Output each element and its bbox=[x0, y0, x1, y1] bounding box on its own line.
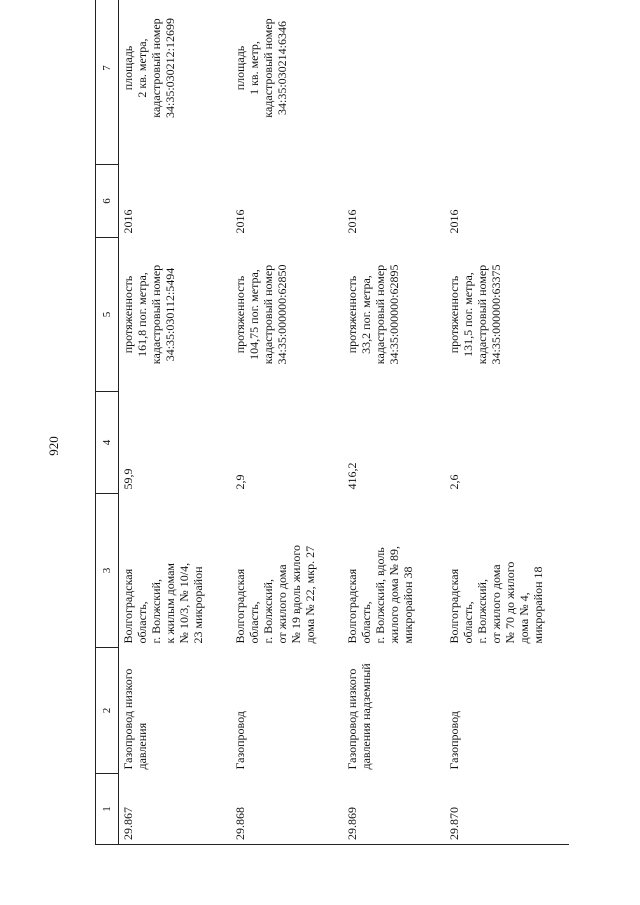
object-name: Газопровод bbox=[233, 711, 247, 770]
extra-line: площадь bbox=[121, 45, 135, 91]
address-line: от жилого дома bbox=[275, 564, 289, 644]
object-length bbox=[119, 238, 232, 392]
table-row bbox=[119, 0, 232, 845]
length-line: протяженность bbox=[345, 275, 359, 354]
extra-line: 34:35:030212:12699 bbox=[163, 18, 177, 119]
object-extra bbox=[445, 0, 569, 165]
row-number: 29.868 bbox=[231, 774, 343, 845]
rotated-table-container bbox=[95, 18, 615, 845]
address-line: область, bbox=[461, 601, 475, 644]
table-row bbox=[343, 0, 445, 845]
address-line: Волгоградская bbox=[447, 568, 461, 644]
length-line: кадастровый номер bbox=[373, 264, 387, 365]
object-year: 2016 bbox=[121, 209, 135, 234]
address-line: Волгоградская bbox=[233, 568, 247, 644]
address-line: от жилого дома bbox=[489, 564, 503, 644]
object-address bbox=[445, 494, 569, 648]
address-line: жилого дома № 89, bbox=[387, 546, 401, 644]
address-line: область, bbox=[135, 601, 149, 644]
address-line: к жилым домам bbox=[163, 563, 177, 644]
row-number: 29.869 bbox=[343, 774, 445, 845]
column-header-3: 3 bbox=[96, 494, 119, 648]
address-line: дома № 4, bbox=[517, 592, 531, 644]
object-address bbox=[231, 494, 343, 648]
extra-line: кадастровый номер bbox=[149, 18, 163, 118]
column-header-6: 6 bbox=[96, 165, 119, 238]
length-line: 104,75 пог. метра, bbox=[247, 269, 261, 360]
object-extra bbox=[119, 0, 232, 165]
object-value: 2,9 bbox=[233, 474, 247, 490]
address-line: Волгоградская bbox=[345, 568, 359, 644]
length-line: протяженность bbox=[121, 275, 135, 354]
object-name: Газопровод низкого давления bbox=[121, 668, 149, 770]
column-header-4: 4 bbox=[96, 392, 119, 494]
length-line: 34:35:000000:62895 bbox=[387, 264, 401, 365]
object-length bbox=[343, 238, 445, 392]
extra-line: 1 кв. метр, bbox=[247, 41, 261, 95]
table-row bbox=[445, 0, 569, 845]
object-value: 59,9 bbox=[121, 468, 135, 490]
object-length bbox=[445, 238, 569, 392]
address-line: Волгоградская bbox=[121, 568, 135, 644]
length-line: 34:35:030112:5494 bbox=[163, 267, 177, 362]
extra-line: 34:35:030214:6346 bbox=[275, 21, 289, 116]
table-row bbox=[231, 0, 343, 845]
object-name: Газопровод bbox=[447, 711, 461, 770]
registry-table bbox=[95, 0, 569, 845]
column-header-2: 2 bbox=[96, 648, 119, 774]
extra-line: 2 кв. метра, bbox=[135, 38, 149, 98]
address-line: г. Волжский, bbox=[475, 579, 489, 644]
row-number: 29.867 bbox=[119, 774, 232, 845]
address-line: микрорайон 18 bbox=[531, 566, 545, 644]
address-line: область, bbox=[359, 601, 373, 644]
column-header-1: 1 bbox=[96, 774, 119, 845]
length-line: 161,8 пог. метра, bbox=[135, 272, 149, 357]
length-line: 33,2 пог. метра, bbox=[359, 275, 373, 354]
object-extra bbox=[231, 0, 343, 165]
length-line: протяженность bbox=[447, 275, 461, 354]
address-line: № 10/3, № 10/4, bbox=[177, 562, 191, 644]
column-header-5: 5 bbox=[96, 238, 119, 392]
object-year: 2016 bbox=[233, 209, 247, 234]
length-line: протяженность bbox=[233, 275, 247, 354]
object-extra bbox=[343, 0, 445, 165]
extra-line: кадастровый номер bbox=[261, 18, 275, 118]
column-header-7: 7 bbox=[96, 0, 119, 165]
length-line: кадастровый номер bbox=[261, 264, 275, 365]
object-value: 416,2 bbox=[345, 462, 359, 490]
length-line: 34:35:000000:62850 bbox=[275, 264, 289, 365]
address-line: г. Волжский, вдоль bbox=[373, 547, 387, 644]
extra-line: площадь bbox=[233, 45, 247, 91]
address-line: 23 микрорайон bbox=[191, 566, 205, 644]
page-number: 920 bbox=[46, 436, 61, 456]
object-name: Газопровод низкого давления надземный bbox=[345, 663, 373, 770]
address-line: г. Волжский, bbox=[149, 579, 163, 644]
object-value: 2,6 bbox=[447, 474, 461, 490]
object-address bbox=[343, 494, 445, 648]
address-line: № 70 до жилого bbox=[503, 561, 517, 644]
row-number: 29.870 bbox=[445, 774, 569, 845]
object-length bbox=[231, 238, 343, 392]
length-line: 34:35:000000:63375 bbox=[489, 264, 503, 365]
object-address bbox=[119, 494, 232, 648]
address-line: г. Волжский, bbox=[261, 579, 275, 644]
address-line: дома № 22, мкр. 27 bbox=[303, 545, 317, 644]
object-year: 2016 bbox=[345, 209, 359, 234]
address-line: область, bbox=[247, 601, 261, 644]
object-year: 2016 bbox=[447, 209, 461, 234]
length-line: кадастровый номер bbox=[149, 264, 163, 365]
address-line: № 19 вдоль жилого bbox=[289, 544, 303, 644]
length-line: 131,5 пог. метра, bbox=[461, 272, 475, 357]
column-number-row bbox=[96, 0, 119, 845]
length-line: кадастровый номер bbox=[475, 264, 489, 365]
address-line: микрорайон 38 bbox=[401, 566, 415, 644]
